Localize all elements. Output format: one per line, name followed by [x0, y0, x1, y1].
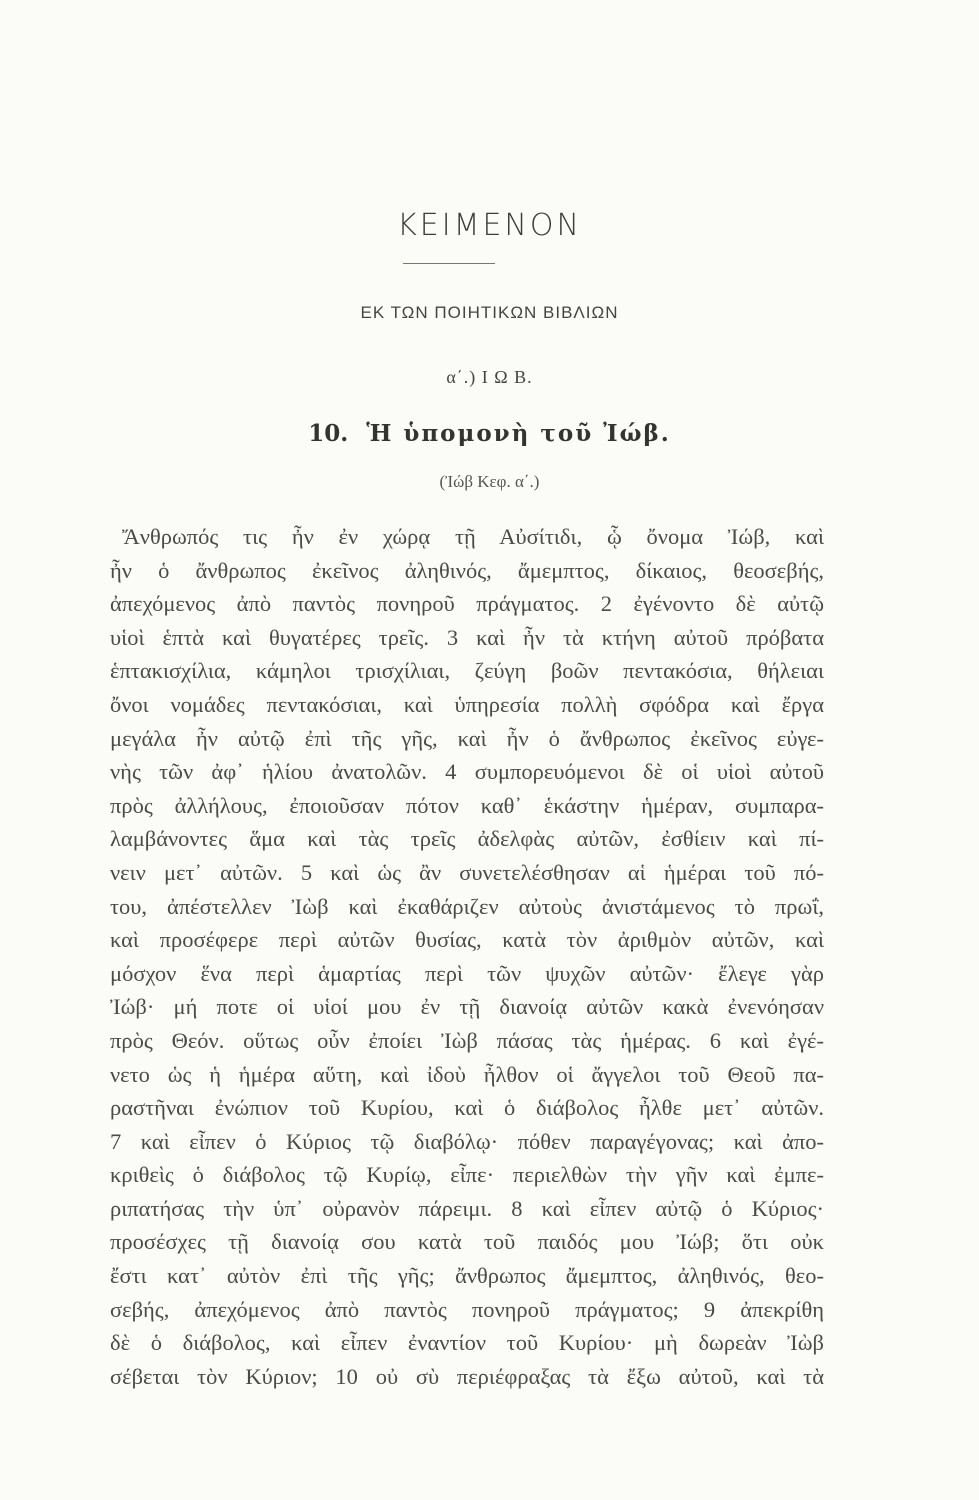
text-line: δὲ ὁ διάβολος, καὶ εἶπεν ἐναντίον τοῦ Κυρίου· μὴ δωρεὰν Ἰὼβ [110, 1330, 824, 1356]
text-line: ὄνοι νομάδες πεντακόσιαι, καὶ ὑπηρεσία πολλὴ σφόδρα καὶ ἔργα [110, 691, 824, 717]
text-line: πρὸς ἀλλήλους, ἐποιοῦσαν πότον καθ᾽ ἑκάστην ἡμέραν, συμπαρα- [110, 792, 824, 818]
section-heading [0, 420, 979, 447]
body-text [110, 520, 824, 1393]
text-line: Ἄνθρωπός τις ἦν ἐν χώρᾳ τῇ Αὐσίτιδι, ᾧ ὄνομα Ἰώβ, καὶ [122, 524, 824, 549]
section-title: Ἡ ὑπομονὴ τοῦ Ἰώβ. [366, 420, 671, 447]
title-divider [403, 263, 495, 264]
text-line: ἑπτακισχίλια, κάμηλοι τρισχίλιαι, ζεύγη βοῶν πεντακόσια, θήλειαι [110, 658, 824, 684]
page-title: ΚΕΙΜΕΝΟΝ [397, 208, 582, 243]
text-line: νετο ὡς ἡ ἡμέρα αὕτη, καὶ ἰδοὺ ἦλθον οἱ ἄγγελοι τοῦ Θεοῦ πα- [110, 1061, 824, 1087]
text-line: λαμβάνοντες ἅμα καὶ τὰς τρεῖς ἀδελφὰς αὐτῶν, ἐσθίειν καὶ πί- [110, 826, 824, 852]
text-line: νὴς τῶν ἀφ᾽ ἡλίου ἀνατολῶν. 4 συμπορευόμενοι δὲ οἱ υἱοὶ αὐτοῦ [110, 759, 824, 785]
text-line: ἦν ὁ ἄνθρωπος ἐκεῖνος ἀληθινός, ἄμεμπτος, δίκαιος, θεοσεβής, [110, 557, 824, 583]
text-line: καὶ προσέφερε περὶ αὐτῶν θυσίας, κατὰ τὸν ἀριθμὸν αὐτῶν, καὶ [110, 927, 824, 953]
text-line: σεβής, ἀπεχόμενος ἀπὸ παντὸς πονηροῦ πράγματος; 9 ἀπεκρίθη [110, 1296, 824, 1322]
text-line: πρὸς Θεόν. οὕτως οὖν ἐποίει Ἰὼβ πάσας τὰς ἡμέρας. 6 καὶ ἐγέ- [110, 1027, 824, 1053]
text-line: του, ἀπέστελλεν Ἰὼβ καὶ ἐκαθάριζεν αὐτοὺς ἀνιστάμενος τὸ πρωΐ, [110, 893, 824, 919]
text-line: υἱοὶ ἑπτὰ καὶ θυγατέρες τρεῖς. 3 καὶ ἦν τὰ κτήνη αὐτοῦ πρόβατα [110, 624, 824, 650]
collection-heading: ΕΚ ΤΩΝ ΠΟΙΗΤΙΚΩΝ ΒΙΒΛΙΩΝ [360, 303, 619, 322]
chapter-reference: (Ἰώβ Κεφ. α΄.) [439, 472, 540, 491]
text-line: μόσχον ἕνα περὶ ἁμαρτίας περὶ τῶν ψυχῶν αὐτῶν· ἔλεγε γὰρ [110, 960, 824, 986]
text-line: ραστῆναι ἐνώπιον τοῦ Κυρίου, καὶ ὁ διάβολος ἦλθε μετ᾽ αὐτῶν. [110, 1095, 824, 1121]
section-number: 10. [308, 420, 349, 447]
text-line: κριθεὶς ὁ διάβολος τῷ Κυρίῳ, εἶπε· περιελθὼν τὴν γῆν καὶ ἐμπε- [110, 1162, 824, 1188]
text-line: ριπατήσας τὴν ὑπ᾽ οὐρανὸν πάρειμι. 8 καὶ εἶπεν αὐτῷ ὁ Κύριος· [110, 1195, 824, 1221]
text-line: νειν μετ᾽ αὐτῶν. 5 καὶ ὡς ἂν συνετελέσθησαν αἱ ἡμέραι τοῦ πό- [110, 859, 824, 885]
text-line: σέβεται τὸν Κύριον; 10 οὐ σὺ περιέφραξας τὰ ἔξω αὐτοῦ, καὶ τὰ [110, 1363, 824, 1389]
book-heading: α΄.) Ι Ω Β. [446, 367, 533, 387]
text-line: ἔστι κατ᾽ αὐτὸν ἐπὶ τῆς γῆς; ἄνθρωπος ἄμεμπτος, ἀληθινός, θεο- [110, 1263, 824, 1289]
text-line: μεγάλα ἦν αὐτῷ ἐπὶ τῆς γῆς, καὶ ἦν ὁ ἄνθρωπος ἐκεῖνος εὐγε- [110, 725, 824, 751]
text-line: προσέσχες τῇ διανοίᾳ σου κατὰ τοῦ παιδός μου Ἰώβ; ὅτι οὐκ [110, 1229, 824, 1255]
text-line: Ἰώβ· μή ποτε οἱ υἱοί μου ἐν τῇ διανοίᾳ αὐτῶν κακὰ ἐνενόησαν [110, 994, 824, 1020]
text-line: 7 καὶ εἶπεν ὁ Κύριος τῷ διαβόλῳ· πόθεν παραγέγονας; καὶ ἀπο- [110, 1128, 824, 1154]
text-line: ἀπεχόμενος ἀπὸ παντὸς πονηροῦ πράγματος. 2 ἐγένοντο δὲ αὐτῷ [110, 591, 824, 617]
